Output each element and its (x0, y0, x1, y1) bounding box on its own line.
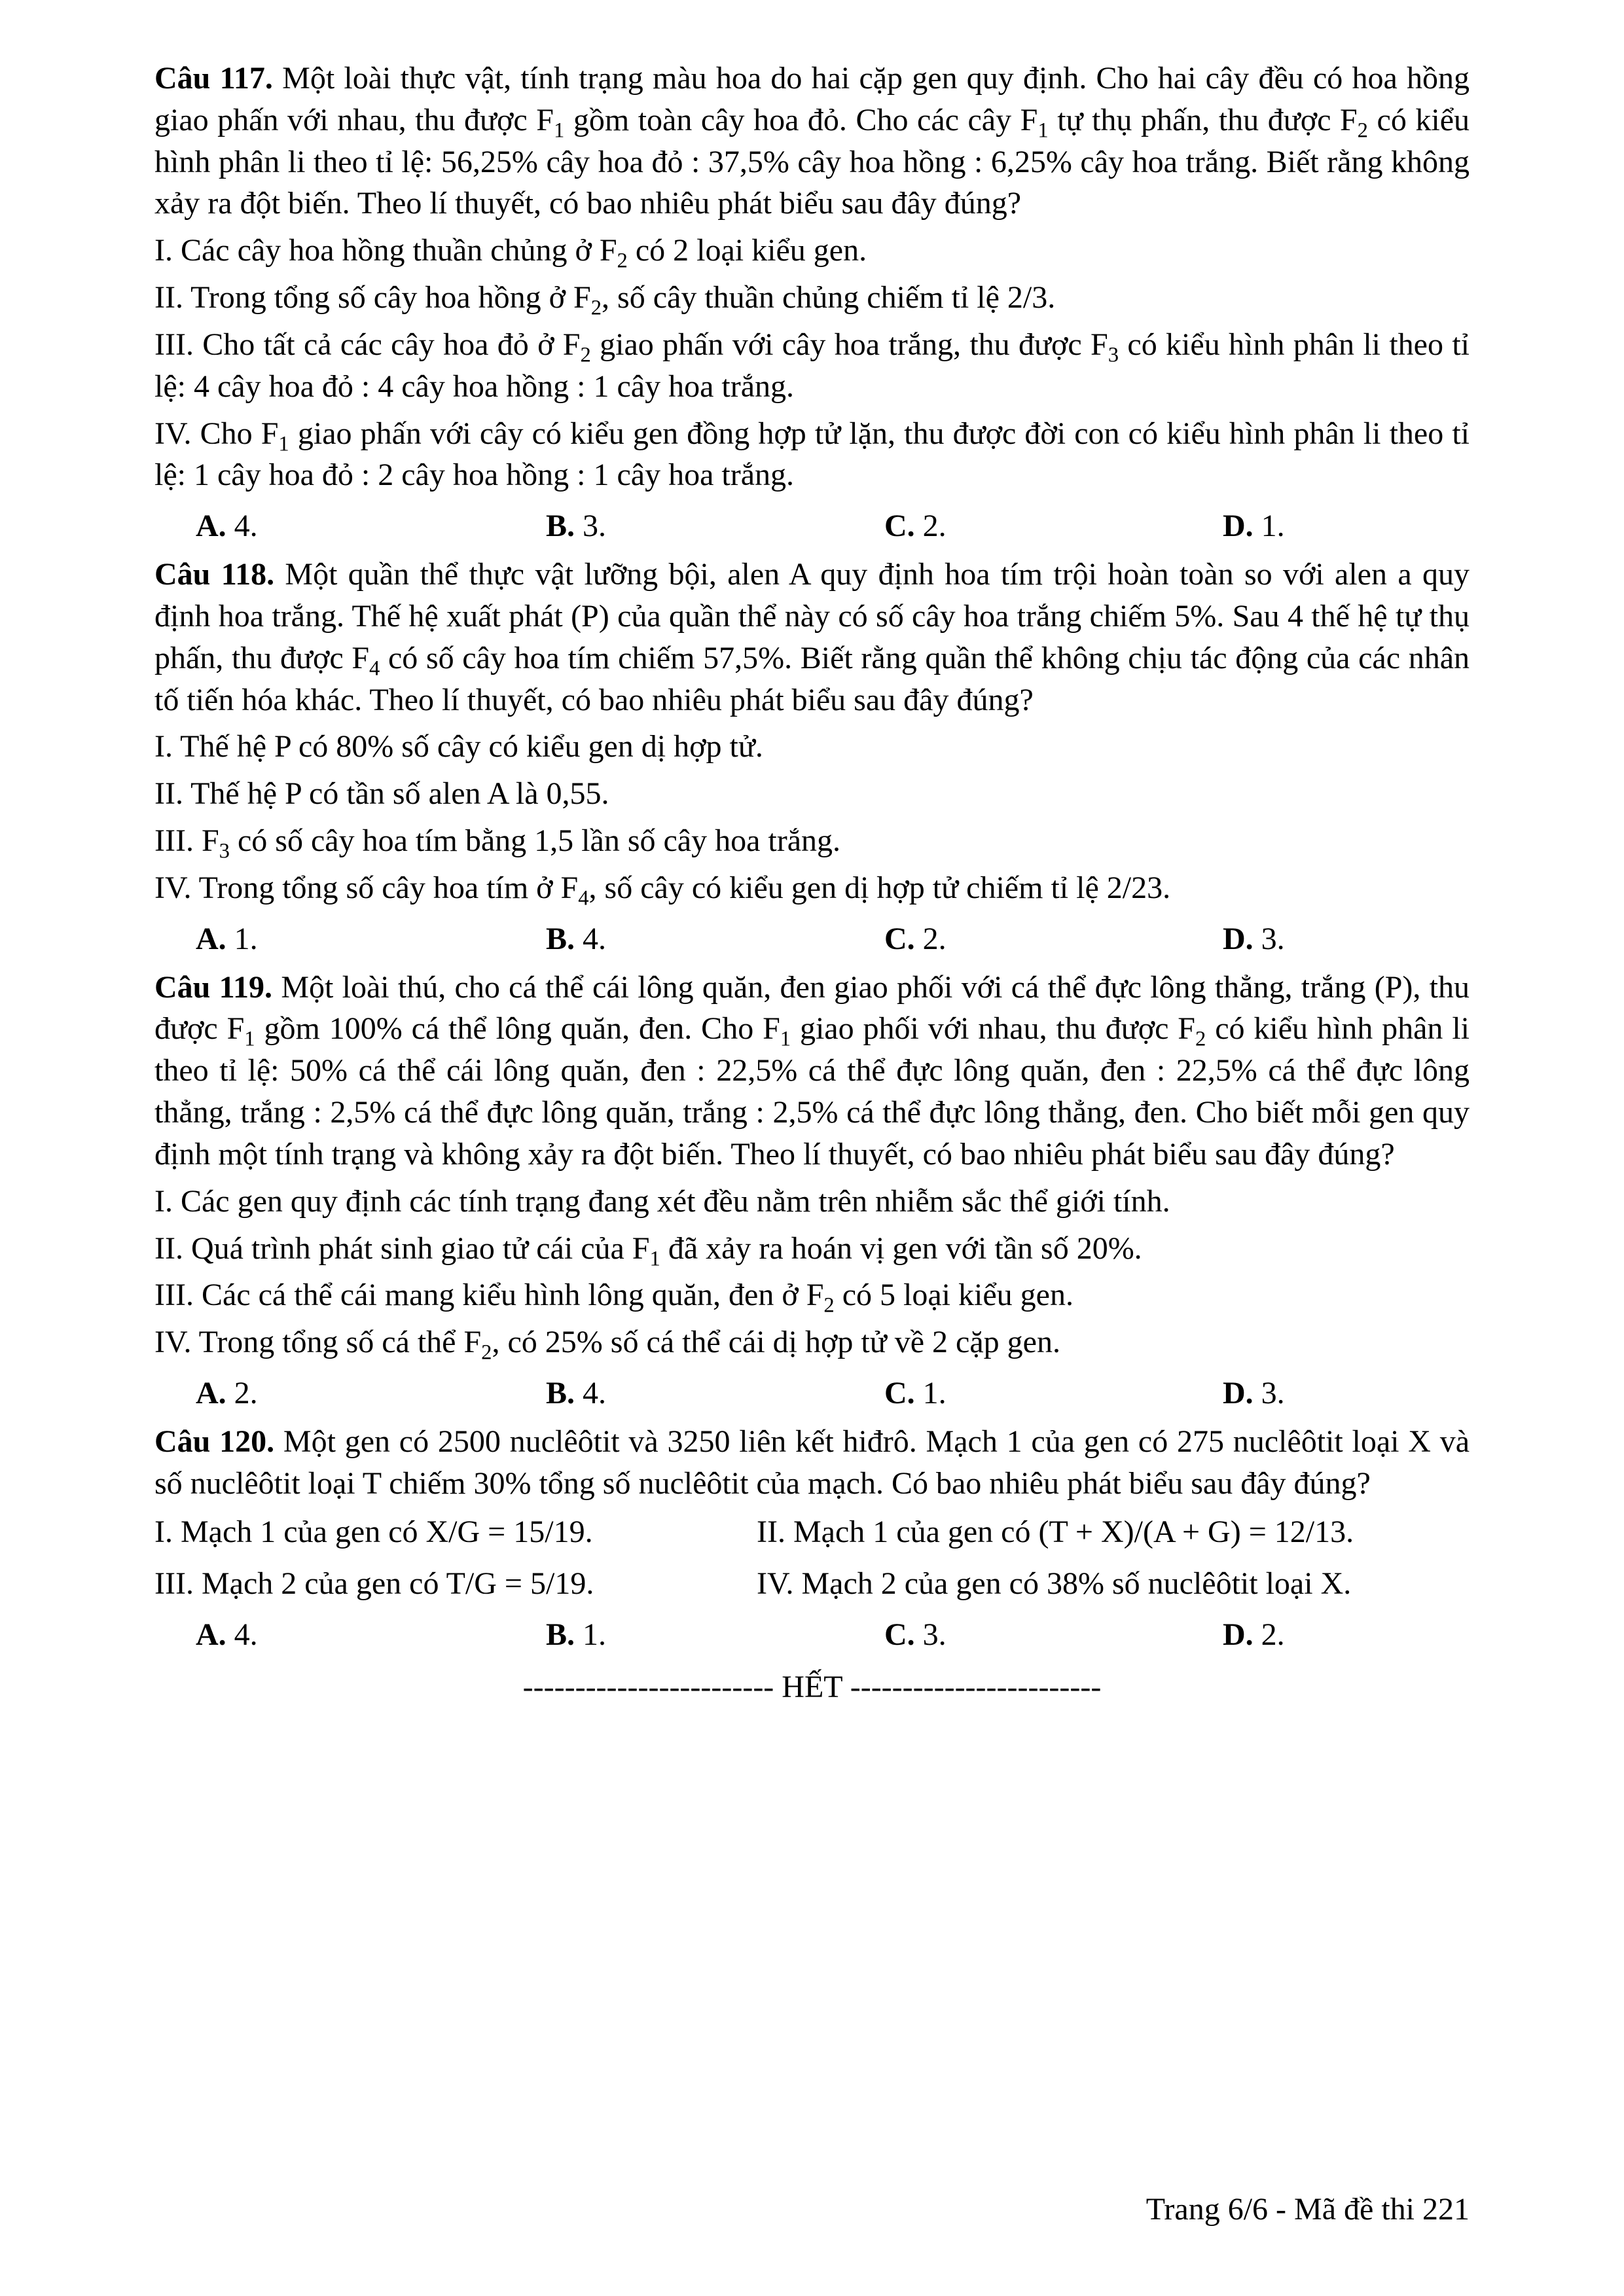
option-b (546, 1372, 884, 1414)
option-c (884, 1372, 1223, 1414)
statement-ii: II. Thế hệ P có tần số alen A là 0,55. (154, 776, 609, 812)
option-value: 4. (583, 1376, 607, 1411)
option-value: 2. (922, 921, 947, 956)
option-a (196, 1372, 546, 1414)
option-b (546, 1614, 884, 1656)
question-number: Câu 120. (154, 1424, 275, 1459)
option-letter: D. (1223, 1376, 1254, 1411)
question-number: Câu 118. (154, 557, 275, 592)
statement-iii: III. Cho tất cả các cây hoa đỏ ở $F_2$ giao phấn với cây hoa trắng, thu được $F_3$ có kiểu hình phân li theo tỉ lệ: 4 cây hoa đỏ : 4 cây hoa hồng : 1 cây hoa trắng. (154, 327, 1470, 404)
option-letter: A. (196, 1617, 226, 1653)
statement-i: I. Thế hệ P có 80% số cây có kiểu gen dị hợp tử. (154, 729, 763, 764)
question-118 (154, 554, 1470, 960)
question-stem (154, 1421, 1470, 1505)
question-text: Một loài thực vật, tính trạng màu hoa do hai cặp gen quy định. Cho hai cây đều có hoa hồng giao phấn với nhau, thu được $F_1$ gồm toàn cây hoa đỏ. Cho các cây $F_1$ tự thụ phấn, thu được $F_2$ có kiểu hình phân li theo tỉ lệ: 56,25% cây hoa đỏ : 37,5% cây hoa hồng : 6,25% cây hoa trắng. Biết rằng không xảy ra đột biến. Theo lí thuyết, có bao nhiêu phát biểu sau đây đúng? (154, 61, 1470, 221)
option-value: 3. (922, 1617, 947, 1653)
statement-iv: IV. Trong tổng số cá thể $F_2$, có 25% số cá thể cái dị hợp tử về 2 cặp gen. (154, 1325, 1060, 1365)
option-c (884, 505, 1223, 547)
option-letter: B. (546, 921, 575, 956)
statement-i: I. Các gen quy định các tính trạng đang xét đều nằm trên nhiễm sắc thể giới tính. (154, 1183, 1170, 1219)
option-letter: B. (546, 1617, 575, 1653)
answer-options (154, 505, 1470, 547)
option-letter: C. (884, 509, 915, 544)
statement-grid (154, 1511, 1470, 1605)
option-value: 3. (583, 509, 607, 544)
option-value: 2. (1261, 1617, 1285, 1653)
option-d (1223, 1372, 1285, 1414)
option-value: 1. (234, 921, 258, 956)
question-117 (154, 58, 1470, 547)
statement-ii: II. Quá trình phát sinh giao tử cái của $F_1$ đã xảy ra hoán vị gen với tần số 20%. (154, 1230, 1142, 1271)
option-a (196, 918, 546, 960)
option-value: 3. (1261, 921, 1285, 956)
option-letter: D. (1223, 509, 1254, 544)
answer-options (154, 918, 1470, 960)
option-letter: C. (884, 921, 915, 956)
option-b (546, 505, 884, 547)
option-d (1223, 1614, 1285, 1656)
question-text: Một loài thú, cho cá thể cái lông quăn, đen giao phối với cá thể đực lông thẳng, trắng (P), thu được $F_1$ gồm 100% cá thể lông quăn, đen. Cho $F_1$ giao phối với nhau, thu được $F_2$ có kiểu hình phân li theo tỉ lệ: 50% cá thể cái lông quăn, đen : 22,5% cá thể đực lông quăn, đen : 22,5% cá thể đực lông thẳng, trắng : 2,5% cá thể đực lông quăn, trắng : 2,5% cá thể đực lông thẳng, đen. Cho biết mỗi gen quy định một tính trạng và không xảy ra đột biến. Theo lí thuyết, có bao nhiêu phát biểu sau đây đúng? (154, 969, 1470, 1172)
option-d (1223, 505, 1285, 547)
answer-options (154, 1614, 1470, 1656)
answer-options (154, 1372, 1470, 1414)
question-number: Câu 119. (154, 969, 273, 1005)
question-120 (154, 1421, 1470, 1656)
option-letter: A. (196, 509, 226, 544)
option-value: 1. (1261, 509, 1285, 544)
option-d (1223, 918, 1285, 960)
question-text: Một gen có 2500 nuclêôtit và 3250 liên kết hiđrô. Mạch 1 của gen có 275 nuclêôtit loại X và số nuclêôtit loại T chiếm 30% tổng số nuclêôtit của mạch. Có bao nhiêu phát biểu sau đây đúng? (154, 1424, 1470, 1501)
statement-i: I. Mạch 1 của gen có X/G = 15/19. (154, 1514, 593, 1549)
statement-iii: III. $F_3$ có số cây hoa tím bằng 1,5 lần số cây hoa trắng. (154, 823, 841, 863)
question-stem (154, 58, 1470, 224)
option-value: 2. (922, 509, 947, 544)
option-letter: C. (884, 1617, 915, 1653)
statement-iii: III. Các cá thể cái mang kiểu hình lông quăn, đen ở $F_2$ có 5 loại kiểu gen. (154, 1278, 1074, 1318)
question-number: Câu 117. (154, 61, 273, 96)
option-value: 4. (234, 1617, 258, 1653)
option-value: 1. (583, 1617, 607, 1653)
option-value: 1. (922, 1376, 947, 1411)
statement-ii: II. Trong tổng số cây hoa hồng ở $F_2$, số cây thuần chủng chiếm tỉ lệ 2/3. (154, 280, 1056, 320)
option-a (196, 1614, 546, 1656)
page-footer: Trang 6/6 - Mã đề thi 221 (1146, 2192, 1470, 2227)
option-value: 2. (234, 1376, 258, 1411)
option-value: 4. (234, 509, 258, 544)
option-letter: D. (1223, 1617, 1254, 1653)
statement-iii: III. Mạch 2 của gen có T/G = 5/19. (154, 1566, 594, 1602)
statement-iv: IV. Mạch 2 của gen có 38% số nuclêôtit loại X. (757, 1566, 1352, 1602)
statement-iv: IV. Cho $F_1$ giao phấn với cây có kiểu gen đồng hợp tử lặn, thu được đời con có kiểu hình phân li theo tỉ lệ: 1 cây hoa đỏ : 2 cây hoa hồng : 1 cây hoa trắng. (154, 416, 1470, 493)
option-letter: B. (546, 509, 575, 544)
question-text: Một quần thể thực vật lưỡng bội, alen A quy định hoa tím trội hoàn toàn so với alen a quy định hoa trắng. Thế hệ xuất phát (P) của quần thể này có số cây hoa trắng chiếm 5%. Sau 4 thế hệ tự thụ phấn, thu được $F_4$ có số cây hoa tím chiếm 57,5%. Biết rằng quần thể không chịu tác động của các nhân tố tiến hóa khác. Theo lí thuyết, có bao nhiêu phát biểu sau đây đúng? (154, 557, 1470, 717)
option-c (884, 918, 1223, 960)
question-119 (154, 967, 1470, 1414)
question-stem (154, 554, 1470, 721)
option-letter: A. (196, 921, 226, 956)
option-b (546, 918, 884, 960)
option-letter: A. (196, 1376, 226, 1411)
option-value: 4. (583, 921, 607, 956)
option-a (196, 505, 546, 547)
option-value: 3. (1261, 1376, 1285, 1411)
end-marker: ------------------------ HẾT ------------------------ (522, 1669, 1102, 1704)
statement-i: I. Các cây hoa hồng thuần chủng ở $F_2$ có 2 loại kiểu gen. (154, 233, 867, 273)
statement-ii: II. Mạch 1 của gen có (T + X)/(A + G) = 12/13. (757, 1514, 1354, 1549)
option-letter: D. (1223, 921, 1254, 956)
option-letter: B. (546, 1376, 575, 1411)
statement-iv: IV. Trong tổng số cây hoa tím ở $F_4$, số cây có kiểu gen dị hợp tử chiếm tỉ lệ 2/23. (154, 870, 1171, 910)
option-letter: C. (884, 1376, 915, 1411)
question-stem (154, 967, 1470, 1175)
option-c (884, 1614, 1223, 1656)
